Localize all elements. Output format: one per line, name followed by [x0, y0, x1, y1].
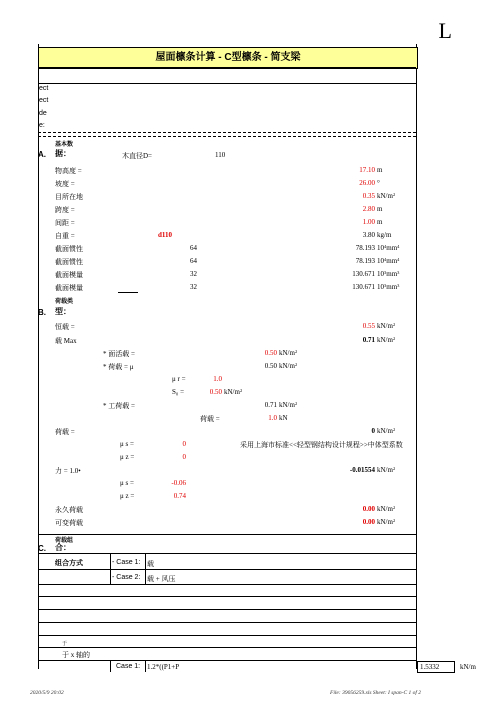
case1-value: 1.5332 — [420, 663, 440, 671]
live-max-unit: $kN/m^2$ — [377, 336, 396, 344]
mu-z2-value: 0.74 — [173, 492, 186, 500]
mu-r-label: μ r = — [172, 375, 186, 383]
dead-load-unit: $kN/m^2$ — [377, 322, 396, 330]
param-unit: $10^3mm^3$ — [377, 270, 400, 278]
mu-r-value: 1.0 — [213, 375, 222, 383]
variable-load-label: 可变荷载 — [55, 519, 83, 527]
param-label: 间距 = — [55, 219, 75, 227]
param-mid: d110 — [158, 231, 173, 239]
work-load-label: * 工荷载 = — [103, 402, 135, 410]
mu-s1-label: μ s = — [120, 440, 134, 448]
divider-dashed-1 — [38, 132, 416, 133]
wind-load-value: 0 — [371, 427, 375, 435]
param-value: 17.10 — [359, 166, 375, 174]
section-a-label: 据： — [55, 149, 71, 158]
param-unit: $10^3mm^3$ — [377, 283, 400, 291]
divider-dashed-2 — [38, 136, 416, 137]
param-label: 截面模量 — [55, 284, 83, 292]
grid-line — [145, 554, 146, 584]
grid-line — [38, 67, 416, 68]
wind-load-unit: $kN/m^2$ — [377, 427, 396, 435]
dead-load-label: 恒载 = — [55, 323, 75, 331]
point-load-label: 荷载 = — [200, 415, 220, 423]
live-max-value: 0.71 — [362, 336, 375, 344]
stub-4: e: — [39, 122, 45, 129]
permanent-load-unit: $kN/m^2$ — [377, 505, 396, 513]
roof-live-label: * 面活载 = — [103, 350, 135, 358]
live-max-label: 载 Max — [55, 337, 77, 345]
grid-line — [110, 554, 111, 584]
param-value: 0.35 — [362, 192, 375, 200]
grid-line — [38, 647, 416, 648]
grid-line-right — [416, 44, 417, 669]
grid-line — [38, 534, 416, 535]
param-value: 3.80 — [362, 231, 375, 239]
point-load-value: 1.0 — [268, 414, 277, 422]
permanent-load-label: 永久荷载 — [55, 506, 83, 514]
case1-unit: kN/m — [460, 663, 476, 671]
snow-unit: $kN/m^2$ — [279, 362, 298, 370]
s0-value: 0.50 — [209, 388, 222, 396]
section-c-label-top: 荷载组 — [55, 538, 74, 544]
param-label: 跨度 = — [55, 206, 75, 214]
param-label: 截面惯性 — [55, 245, 83, 253]
grid-line — [38, 622, 416, 623]
param-num: 64 — [190, 257, 197, 265]
variable-load-unit: $kN/m^2$ — [377, 518, 396, 526]
log-diameter-value: 110 — [215, 151, 226, 159]
param-value: 26.00 — [359, 179, 375, 187]
snow-value: 0.50 — [264, 362, 277, 370]
s0-unit: $kN/m^2$ — [224, 388, 243, 396]
param-value: 130.671 — [352, 270, 375, 278]
section-b-label: 型： — [55, 307, 71, 316]
point-load-unit: kN — [279, 414, 288, 422]
param-value: 2.80 — [362, 205, 375, 213]
param-num: 64 — [190, 244, 197, 252]
case1-formula: 1.2*((P1+P — [147, 663, 180, 671]
param-unit: kg/m — [377, 231, 392, 239]
param-unit: $10^4mm^4$ — [377, 244, 400, 252]
axis-label-top: 于 — [62, 642, 68, 647]
param-unit: m — [377, 205, 383, 213]
param-unit: m — [377, 166, 383, 174]
grid-line — [38, 584, 416, 585]
wind-note: 采用上海市标准<<轻型钢结构设计规程>>中体型系数 — [240, 441, 403, 449]
case1-label: - Case 1: — [112, 559, 141, 566]
case2-label: - Case 2: — [112, 574, 141, 581]
param-label: 物高度 = — [55, 167, 82, 175]
stub-2: ect — [39, 97, 49, 104]
footer-file: File: 39056259.xls Sheet: I span-C 1 of 2 — [330, 690, 422, 696]
mu-s2-value: -0.06 — [171, 479, 186, 487]
case2-text: 载 + 风压 — [147, 575, 176, 583]
roof-live-value: 0.50 — [264, 349, 277, 357]
param-value: 78.193 — [355, 244, 375, 252]
param-value: 1.00 — [362, 218, 375, 226]
grid-line — [38, 569, 416, 570]
param-label: 目所在地 — [55, 193, 83, 201]
s0-label: S₀ = — [172, 388, 185, 396]
section-c-letter: C. — [38, 544, 46, 553]
force-unit: $kN/m^2$ — [377, 466, 396, 474]
permanent-load-value: 0.00 — [362, 505, 375, 513]
param-value: 78.193 — [355, 257, 375, 265]
grid-line — [145, 660, 146, 672]
param-num: 32 — [190, 270, 197, 278]
section-a-letter: A. — [38, 150, 46, 159]
variable-load-value: 0.00 — [362, 518, 375, 526]
wind-load-label: 荷载 = — [55, 428, 75, 436]
param-unit: m — [377, 218, 383, 226]
mu-z2-label: μ z = — [120, 492, 135, 500]
param-label: 截面模量 — [55, 271, 83, 279]
section-a-label-top: 基本数 — [55, 142, 74, 148]
grid-line — [38, 635, 416, 636]
section-b-label-top: 荷载类 — [55, 299, 74, 305]
param-num: 32 — [190, 283, 197, 291]
snow-label: * 荷载 = μ — [103, 363, 134, 371]
mu-z1-value: 0 — [182, 453, 186, 461]
roof-live-unit: $kN/m^2$ — [279, 349, 298, 357]
param-value: 130.671 — [352, 283, 375, 291]
force-label: 力 = 1.0• — [55, 467, 81, 475]
case1-row-label: Case 1: — [116, 663, 141, 670]
param-label: 自重 = — [55, 232, 75, 240]
grid-line — [38, 609, 416, 610]
force-value: -0.01554 — [349, 466, 375, 474]
work-load-value: 0.71 — [264, 401, 277, 409]
stub-1: ect — [39, 85, 49, 92]
grid-line — [38, 596, 416, 597]
param-label: 坡度 = — [55, 180, 75, 188]
stub-3: de — [39, 110, 47, 117]
combo-header: 组合方式 — [55, 560, 83, 567]
param-label: 截面惯性 — [55, 258, 83, 266]
dead-load-value: 0.55 — [362, 322, 375, 330]
param-unit: $kN/m^2$ — [377, 192, 396, 200]
case1-text: 载 — [147, 560, 154, 568]
underline-mark — [118, 292, 138, 293]
grid-line — [38, 553, 416, 554]
mu-s1-value: 0 — [182, 440, 186, 448]
work-load-unit: $kN/m^2$ — [279, 401, 298, 409]
grid-line — [110, 660, 111, 672]
grid-line — [38, 660, 416, 661]
mu-z1-label: μ z = — [120, 453, 135, 461]
param-unit: $10^4mm^4$ — [377, 257, 400, 265]
section-b-letter: B. — [38, 308, 46, 317]
grid-line — [38, 83, 416, 84]
param-unit: ° — [377, 179, 380, 187]
mu-s2-label: μ s = — [120, 479, 134, 487]
section-c-label: 合： — [55, 543, 71, 552]
footer-date: 2020/5/9 20:02 — [30, 690, 64, 696]
log-diameter-label: 木直径D= — [122, 152, 153, 160]
axis-label: 于 x 轴的 — [62, 651, 90, 659]
page-title: 屋面檩条计算 - C型檩条 - 简支梁 — [38, 47, 418, 69]
corner-letter: L — [438, 18, 452, 43]
